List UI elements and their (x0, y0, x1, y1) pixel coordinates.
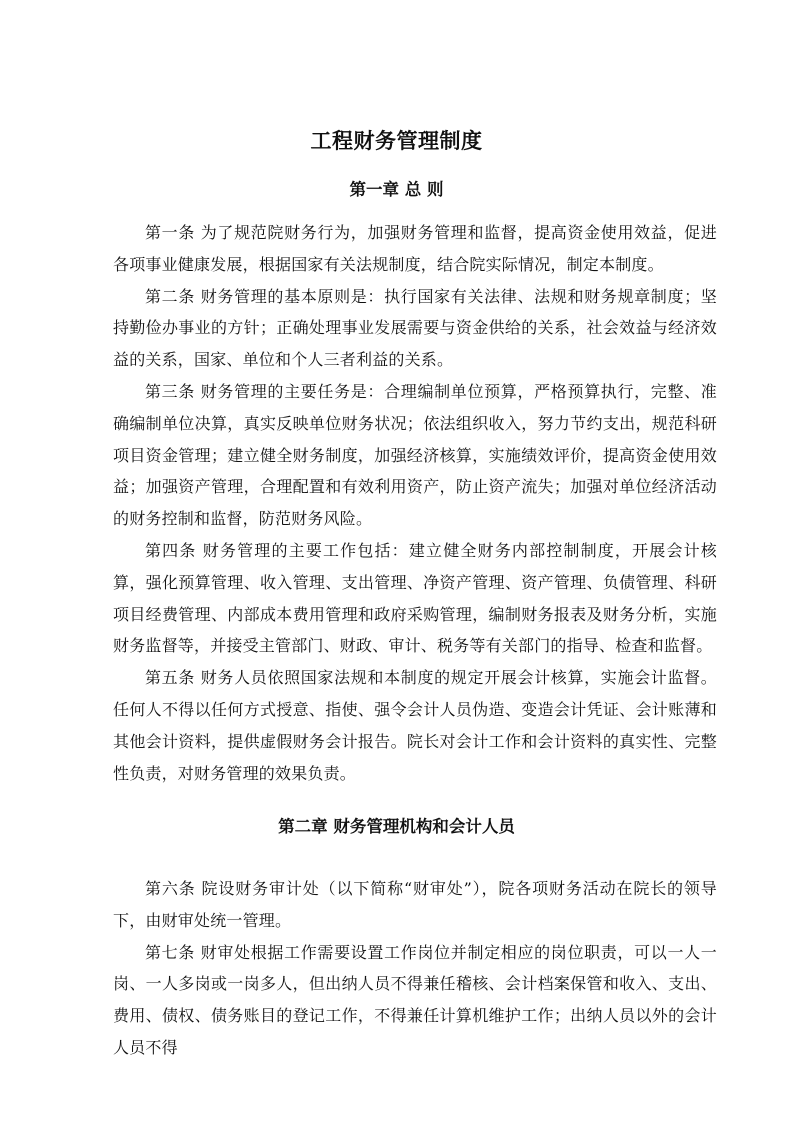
chapter-2-body (113, 873, 717, 1064)
chapter-1-body (113, 217, 717, 789)
chapter-2-heading: 第二章 财务管理机构和会计人员 (278, 817, 515, 836)
article-4-paragraph: 第四条 财务管理的主要工作包括：建立健全财务内部控制制度，开展会计核算，强化预算管理、收入管理、支出管理、净资产管理、资产管理、负债管理、科研项目经费管理、内部成本费用管理和政府采购管理，编制财务报表及财务分析，实施财务监督等，并接受主管部门、财政、审计、税务等有关部门的指导、检查和监督。 (113, 540, 717, 656)
article-5-paragraph: 第五条 财务人员依照国家法规和本制度的规定开展会计核算，实施会计监督。任何人不得以任何方式授意、指使、强令会计人员伪造、变造会计凭证、会计账薄和其他会计资料，提供虚假财务会计报告。院长对会计工作和会计资料的真实性、完整性负责，对财务管理的效果负责。 (113, 668, 717, 783)
article-3-paragraph: 第三条 财务管理的主要任务是：合理编制单位预算，严格预算执行，完整、准确编制单位决算，真实反映单位财务状况；依法组织收入，努力节约支出，规范科研项目资金管理；建立健全财务制度，加强经济核算，实施绩效评价，提高资金使用效益；加强资产管理，合理配置和有效利用资产，防止资产流失；加强对单位经济活动的财务控制和监督，防范财务风险。 (113, 381, 717, 529)
document-title: 工程财务管理制度 (310, 128, 483, 153)
article-6-paragraph: 第六条 院设财务审计处（以下简称“财审处”），院各项财务活动在院长的领导下，由财审处统一管理。 (113, 879, 717, 930)
article-7-paragraph: 第七条 财审处根据工作需要设置工作岗位并制定相应的岗位职责，可以一人一岗、一人多岗或一岗多人，但出纳人员不得兼任稽核、会计档案保管和收入、支出、费用、债权、债务账目的登记工作，不得兼任计算机维护工作；出纳人员以外的会计人员不得 (113, 942, 717, 1057)
article-1-paragraph: 第一条 为了规范院财务行为，加强财务管理和监督，提高资金使用效益，促进各项事业健康发展，根据国家有关法规制度，结合院实际情况，制定本制度。 (113, 223, 717, 274)
article-2-paragraph: 第二条 财务管理的基本原则是：执行国家有关法律、法规和财务规章制度；坚持勤俭办事业的方针；正确处理事业发展需要与资金供给的关系，社会效益与经济效益的关系，国家、单位和个人三者利益的关系。 (113, 286, 717, 370)
chapter-1-heading: 第一章 总 则 (349, 180, 444, 199)
